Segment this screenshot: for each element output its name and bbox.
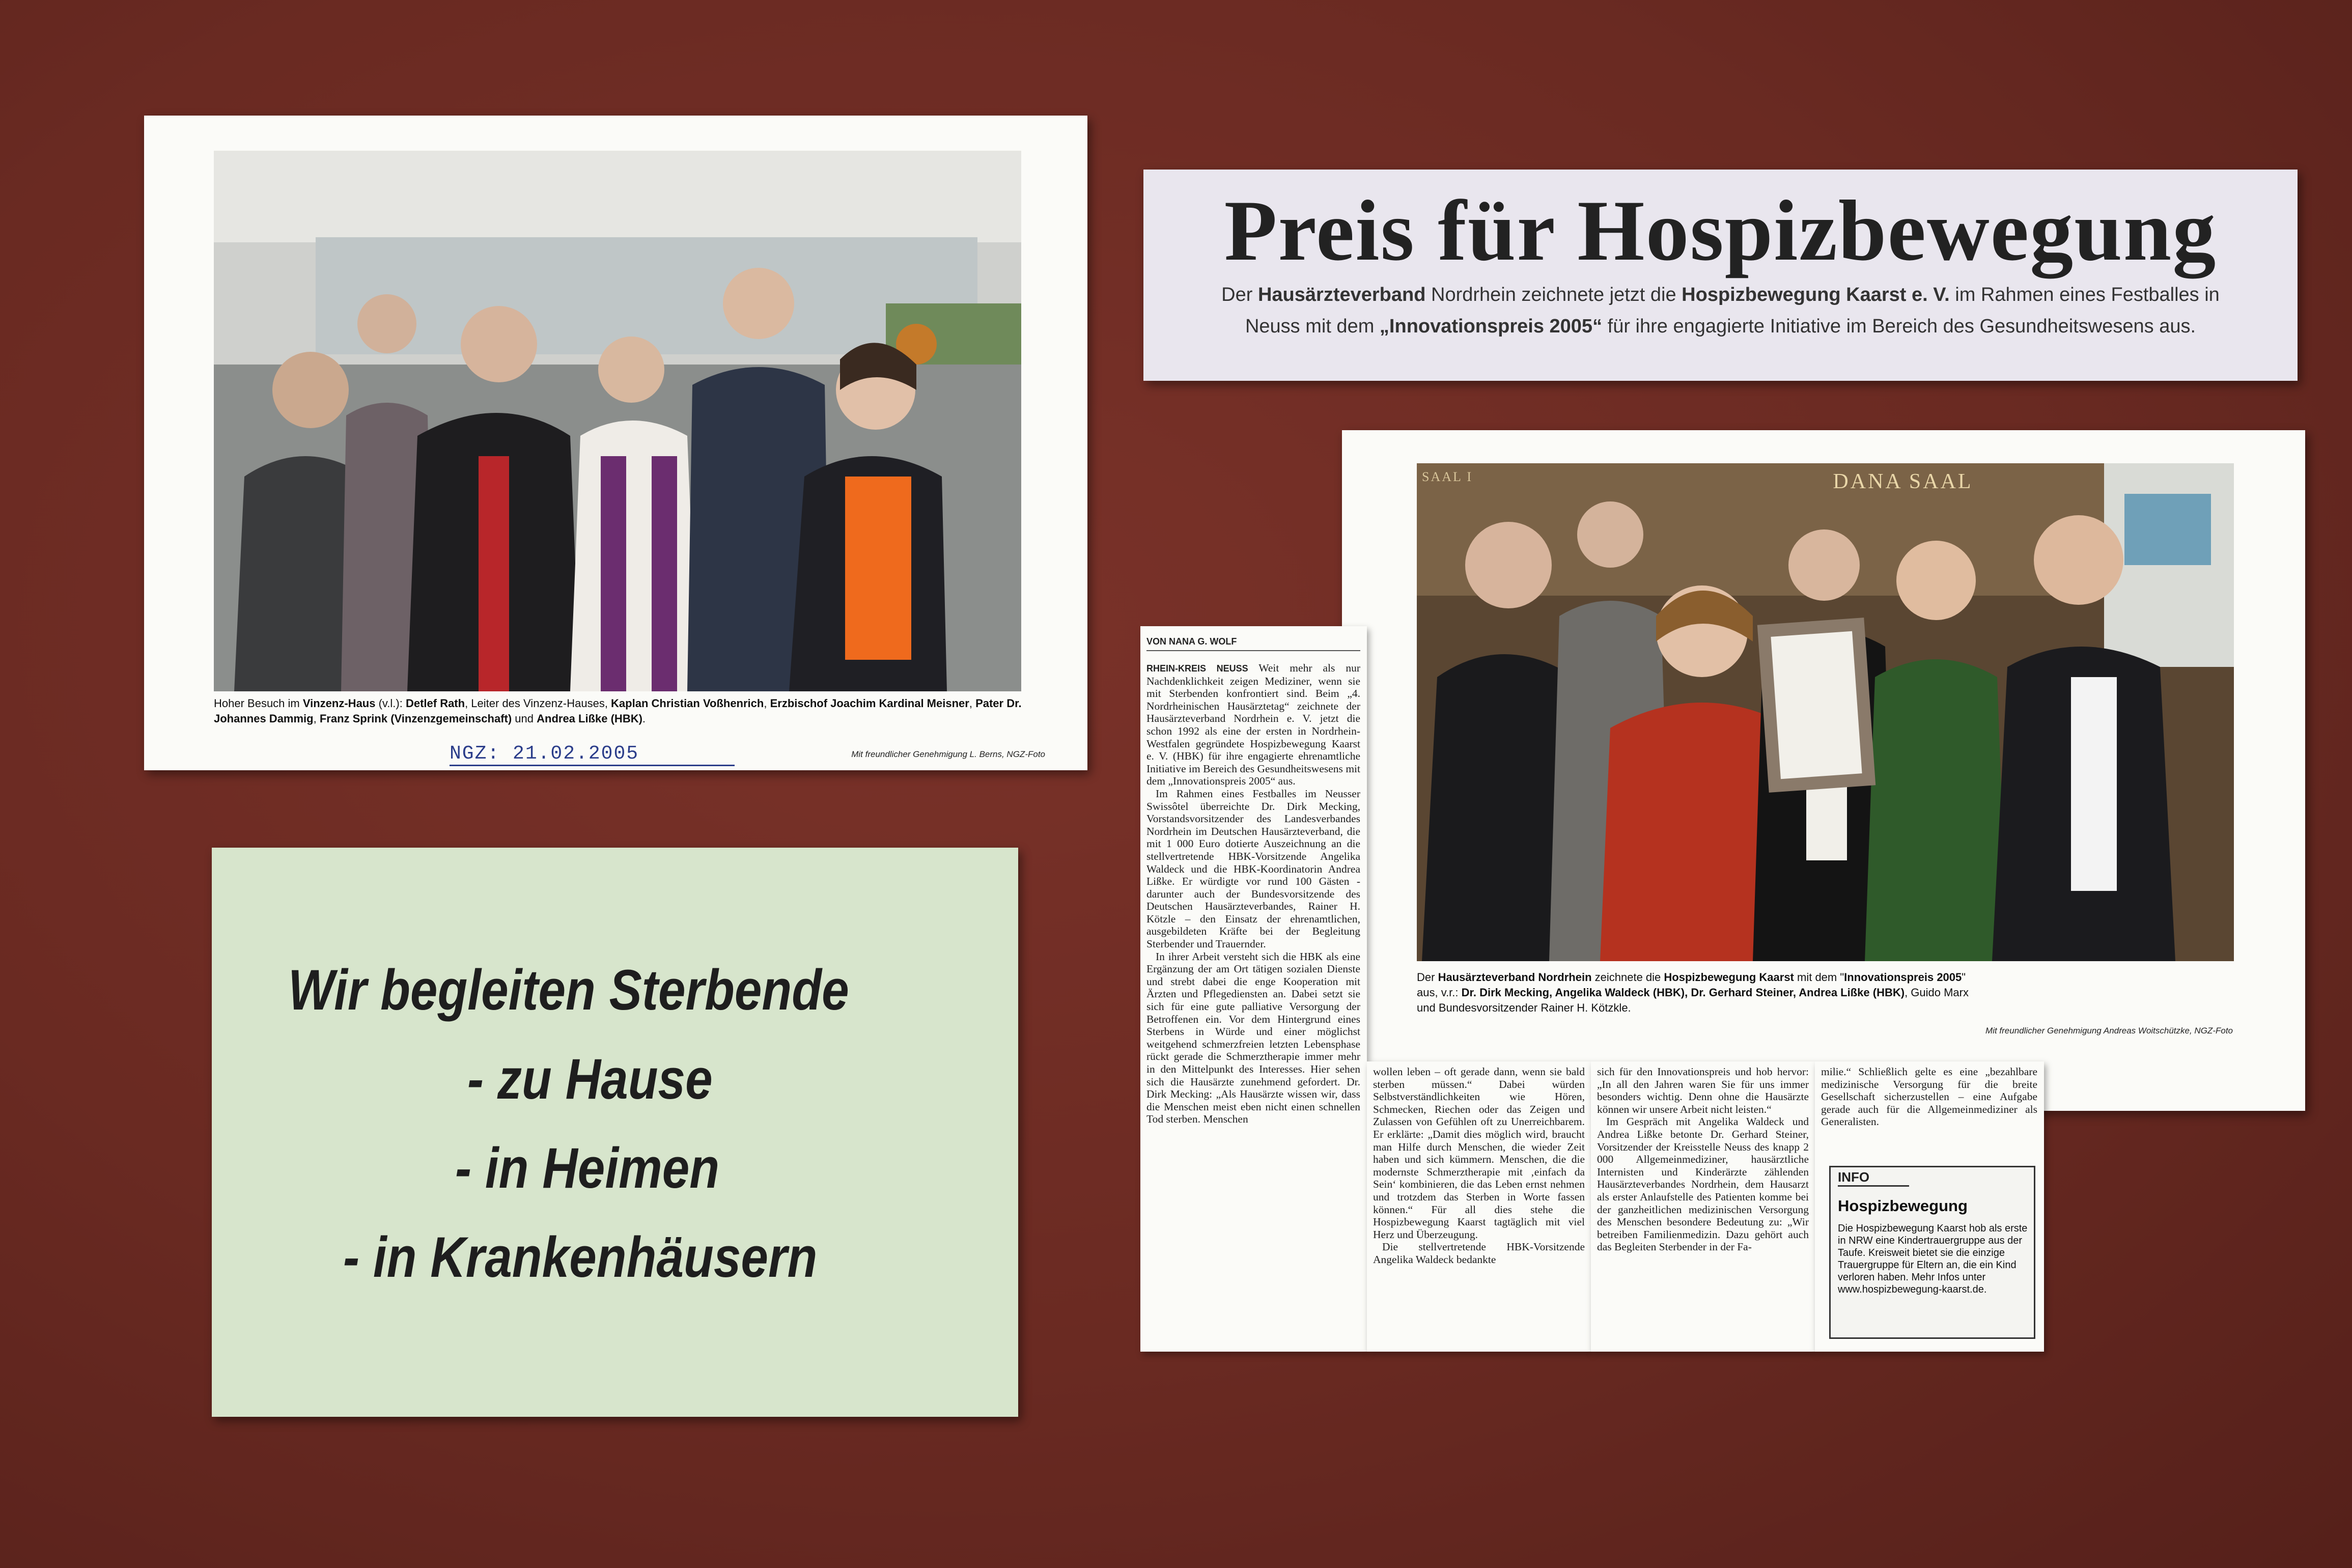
article-column-1 bbox=[1140, 626, 1367, 1352]
caption-line-3: und Bundesvorsitzender Rainer H. Kötzkle. bbox=[1417, 1001, 1631, 1014]
caption-name: Pater Dr. Johannes Dammig bbox=[214, 697, 1022, 725]
article-col3-text bbox=[1597, 1066, 1809, 1253]
slogan-line-1: Wir begleiten Sterbende bbox=[288, 958, 849, 1022]
caption-name: Kaplan Christian Voßhenrich bbox=[611, 697, 764, 710]
subtitle-line-2 bbox=[1143, 311, 2298, 342]
paragraph: Im Rahmen eines Festballes im Neusser Swissôtel überreichte Dr. Dirk Mecking, Vorstandsvorsitzender des Landesverbandes Nordrhein im Deutschen Hausärzteverband, die mit 1 000 Euro dotierte Auszeichnung an die stellvertretende HBK-Vorsitzende Angelika Waldeck und die HBK-Koordinatorin Andrea Lißke. Er würdigte vor rund 100 Gästen - darunter auch der Bundesvorsitzende des Deutschen Hausärzteverbandes, Rainer H. Kötzle – den Einsatz der ehrenamtlichen, ausgebildeten Kräfte bei der Begleitung Sterbender und Trauernder. bbox=[1146, 787, 1360, 950]
subtitle-text: für ihre engagierte Initiative im Bereich des Gesundheitswesens aus. bbox=[1602, 316, 2196, 337]
paragraph: Im Gespräch mit Angelika Waldeck und Andrea Lißke betonte Dr. Gerhard Steiner, Vorsitzender der Kreisstelle Neuss des knapp 2 000 Allgemeinmediziner, hausärztliche Internisten und Kinderärzte zählenden Hausärzteverbandes Nordrhein, dem Hausarzt als erster Anlaufstelle des Patienten komme bei der ganzheitlichen medizinischen Versorgung des Menschen besondere Bedeutung zu: „Wir betreiben Familienmedizin. Dazu gehört auch das Begleiten Sterbender in der Fa- bbox=[1597, 1115, 1809, 1253]
headline-clipping bbox=[1143, 170, 2298, 381]
caption-emph: Innovationspreis 2005 bbox=[1844, 971, 1962, 984]
group-photo-award bbox=[1417, 463, 2234, 961]
info-box bbox=[1829, 1166, 2035, 1339]
subtitle-text: Neuss mit dem bbox=[1245, 316, 1380, 337]
slogan-line-4: - in Krankenhäusern bbox=[343, 1225, 818, 1289]
caption-name: Franz Sprink (Vinzenzgemeinschaft) bbox=[319, 712, 512, 725]
photo-clipping-vinzenz-haus bbox=[144, 116, 1087, 770]
caption-text: (v.l.): bbox=[375, 697, 406, 710]
caption-text: , bbox=[313, 712, 320, 725]
subtitle-line-1 bbox=[1143, 279, 2298, 311]
caption-text: und bbox=[512, 712, 537, 725]
handwritten-date: NGZ: 21.02.2005 bbox=[450, 743, 735, 766]
caption-text: . bbox=[642, 712, 646, 725]
caption-name: Andrea Lißke (HBK) bbox=[537, 712, 642, 725]
caption-emph: Hausärzteverband Nordrhein bbox=[1438, 971, 1592, 984]
subtitle-emph: „Innovationspreis 2005“ bbox=[1379, 316, 1603, 337]
caption-text: , Leiter des Vinzenz-Hauses, bbox=[465, 697, 611, 710]
caption-text: , bbox=[969, 697, 976, 710]
subtitle-text: Der bbox=[1221, 284, 1258, 305]
paragraph-text: Weit mehr als nur Nachdenklichkeit zeigen Mediziner, wenn sie mit Sterbenden konfrontiert sind. Beim „4. Nordrheinischen Hausärztetag“ zeichnete der Hausärzteverband Nordrhein e. V. jetzt die schon 1992 als eine der ersten in Nordrhein-Westfalen gegründete Hospizbewegung Kaarst e. V. (HBK) für ihre engagierte ehrenamtliche Initiative im Bereich des Gesundheitswesens mit dem „Innovationspreis 2005“ aus. bbox=[1146, 662, 1361, 788]
photo2-caption bbox=[1417, 970, 2257, 1016]
article-col4-text: milie.“ Schließlich gelte es eine „bezahlbare medizinische Versorgung für die breite Gesellschaft sicherzustellen – eine Aufgabe gerade auch für die Allgemeinmediziner als Generalisten. bbox=[1821, 1066, 2037, 1128]
headline-subtitle bbox=[1143, 279, 2298, 342]
photo1-credit: Mit freundlicher Genehmigung L. Berns, NGZ-Foto bbox=[851, 749, 1045, 759]
subtitle-emph: Hausärzteverband bbox=[1257, 284, 1426, 305]
paragraph: Die stellvertretende HBK-Vorsitzende Angelika Waldeck bedankte bbox=[1373, 1241, 1585, 1266]
caption-text: , bbox=[764, 697, 770, 710]
caption-text: , Guido Marx bbox=[1905, 986, 1969, 999]
caption-text: Hoher Besuch im bbox=[214, 697, 303, 710]
slogan-line-2: - zu Hause bbox=[467, 1047, 713, 1111]
article-column-3 bbox=[1591, 1061, 1815, 1352]
caption-text: Der bbox=[1417, 971, 1438, 984]
article-byline: VON NANA G. WOLF bbox=[1146, 636, 1360, 651]
article-column-4 bbox=[1815, 1061, 2044, 1352]
caption-place: Vinzenz-Haus bbox=[302, 697, 376, 710]
caption-text: aus, v.r.: bbox=[1417, 986, 1462, 999]
dateline: RHEIN-KREIS NEUSS bbox=[1146, 663, 1248, 674]
caption-emph: Dr. Dirk Mecking, Angelika Waldeck (HBK), Dr. Gerhard Steiner, Andrea Lißke (HBK) bbox=[1461, 986, 1905, 999]
photo2-credit: Mit freundlicher Genehmigung Andreas Woitschützke, NGZ-Foto bbox=[1985, 1026, 2233, 1035]
hall-sign: DANA SAAL bbox=[1833, 470, 1973, 493]
hall-sign-left: SAAL I bbox=[1422, 469, 1473, 484]
caption-name: Detlef Rath bbox=[405, 697, 465, 710]
caption-line-1 bbox=[1417, 970, 2257, 985]
photo-clipping-award bbox=[1342, 430, 2305, 1111]
caption-text: mit dem " bbox=[1794, 971, 1844, 984]
subtitle-emph: Hospizbewegung Kaarst e. V. bbox=[1682, 284, 1950, 305]
slogan-line-3: - in Heimen bbox=[455, 1136, 720, 1200]
info-tag: INFO bbox=[1838, 1169, 1909, 1187]
photo1-caption bbox=[214, 696, 1049, 726]
subtitle-text: im Rahmen eines Festballes in bbox=[1949, 284, 2220, 305]
caption-emph: Hospizbewegung Kaarst bbox=[1664, 971, 1794, 984]
caption-text: zeichnete die bbox=[1591, 971, 1664, 984]
paragraph: wollen leben – oft gerade dann, wenn sie bald sterben müssen.“ Dabei würden Selbstverständlichkeiten wie Hören, Schmecken, Riechen oder das Zeigen und Zulassen von Gefühlen oft zu Unerreichbarem. Er erklärte: „Damit dies möglich wird, braucht man Hilfe durch Menschen, die wieder Zeit haben und sich kümmern. Menschen, die die modernste Schmerztherapie mit ‚einfach da Sein‘ kombinieren, die das Leben ernst nehmen und trotzdem das Sterben in Worte fassen können.“ Für all dies stehe die Hospizbewegung Kaarst tagtäglich mit viel Herz und Überzeugung. bbox=[1373, 1066, 1585, 1241]
group-photo-vinzenz-haus bbox=[214, 151, 1021, 691]
paragraph: sich für den Innovationspreis und hob hervor: „In all den Jahren waren Sie für uns immer besonders wichtig. Denn ohne die Hausärzte können wir unsere Arbeit nicht leisten.“ bbox=[1597, 1066, 1809, 1115]
article-col2-text bbox=[1373, 1066, 1585, 1266]
paragraph: In ihrer Arbeit versteht sich die HBK als eine Ergänzung der am Ort tätigen sozialen Dienste und strebt dabei die enge Kooperation mit Ärzten und Pflegediensten an. Dabei setzt sie sich für eine gute palliative Versorgung der Betroffenen ein. Vor dem Hintergrund eines Sterbens in Würde und einer möglichst weitgehend schmerzfreien letzten Lebensphase rückt gerade die Schmerztherapie immer mehr in den Mittelpunkt des Interesses. Hier sehen sich die Hausärzte zunehmend gefordert. Dr. Dirk Mecking: „Als Hausärzte wissen wir, dass die Menschen meist eben nicht einen schnellen Tod sterben. Menschen bbox=[1146, 950, 1360, 1126]
info-text: Die Hospizbewegung Kaarst hob als erste in NRW eine Kindertrauergruppe aus der Taufe. Kreisweit bietet sie die einzige Trauergruppe für Eltern an, die ein Kind verloren haben. Mehr Infos unter www.hospizbewegung-kaarst.de. bbox=[1838, 1223, 2028, 1295]
headline-title: Preis für Hospizbewegung bbox=[1224, 183, 2217, 278]
info-title: Hospizbewegung bbox=[1838, 1197, 1968, 1215]
paragraph bbox=[1146, 662, 1360, 788]
caption-name: Erzbischof Joachim Kardinal Meisner bbox=[770, 697, 969, 710]
subtitle-text: Nordrhein zeichnete jetzt die bbox=[1425, 284, 1682, 305]
article-column-2 bbox=[1367, 1061, 1591, 1352]
caption-text: " bbox=[1962, 971, 1966, 984]
article-col1-text bbox=[1146, 662, 1360, 1126]
caption-line-2 bbox=[1417, 985, 2257, 1000]
slogan-card bbox=[212, 848, 1018, 1417]
